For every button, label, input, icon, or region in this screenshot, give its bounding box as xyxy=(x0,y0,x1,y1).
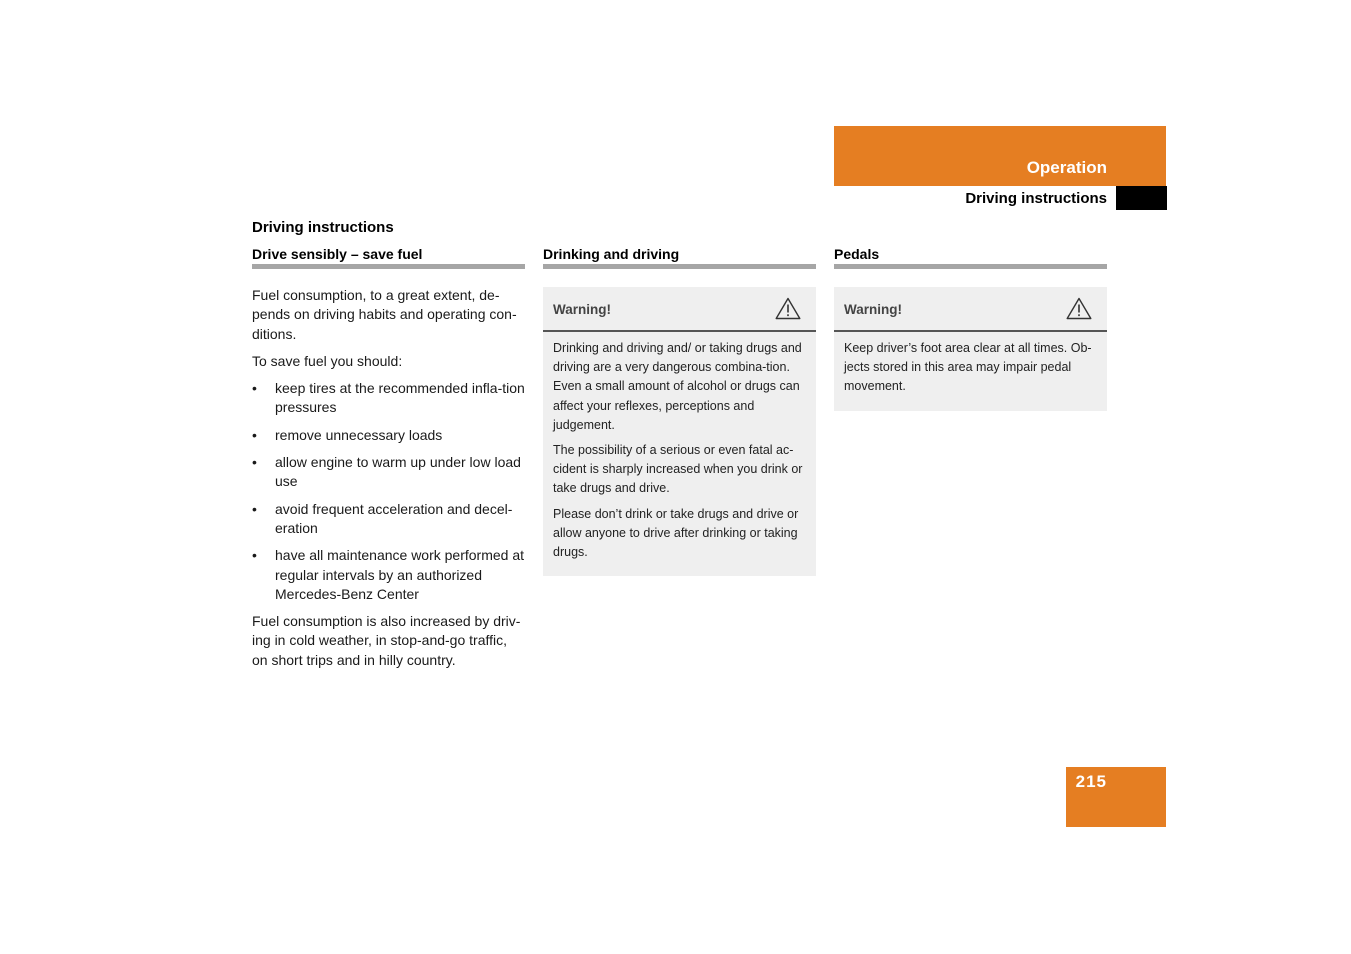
list-item-text: have all maintenance work performed at regular intervals by an authorized Mercedes-Benz Center xyxy=(275,547,525,602)
warning-body xyxy=(543,332,816,576)
column-drinking xyxy=(543,246,816,576)
page-number-box xyxy=(1066,767,1166,827)
warning-paragraph: The possibility of a serious or even fatal ac-cident is sharply increased when you drink or take drugs and drive. xyxy=(553,443,803,496)
list-item-text: allow engine to warm up under low load use xyxy=(275,454,521,490)
bullet-marker: • xyxy=(252,454,257,471)
warning-body xyxy=(834,332,1107,411)
warning-paragraph: Drinking and driving and/ or taking drugs and driving are a very dangerous combina-tion. Even a small amount of alcohol or drugs can affect your reflexes, perceptions and judgement. xyxy=(553,341,802,432)
paragraph: To save fuel you should: xyxy=(252,352,403,369)
list-item xyxy=(252,500,525,539)
list-item xyxy=(252,426,525,445)
list-item-text: avoid frequent acceleration and decel-eration xyxy=(275,500,513,536)
warning-triangle-icon xyxy=(1066,297,1092,320)
warning-header xyxy=(834,287,1107,332)
page-title: Driving instructions xyxy=(252,219,394,236)
bullet-list xyxy=(252,379,525,604)
column-title: Drinking and driving xyxy=(543,246,816,269)
column-fuel xyxy=(252,246,525,678)
bullet-marker: • xyxy=(252,500,257,517)
list-item-text: keep tires at the recommended infla-tion pressures xyxy=(275,380,525,416)
paragraph: Fuel consumption is also increased by driv-ing in cold weather, in stop-and-go traffic, on short trips and in hilly country. xyxy=(252,613,521,668)
header-section-box xyxy=(834,126,1166,186)
warning-header xyxy=(543,287,816,332)
subsection-title: Driving instructions xyxy=(965,190,1107,207)
bullet-marker: • xyxy=(252,380,257,397)
list-item xyxy=(252,546,525,604)
warning-paragraph: Please don’t drink or take drugs and drive or allow anyone to drive after drinking or taking drugs. xyxy=(553,506,799,560)
section-title: Operation xyxy=(1026,158,1107,177)
warning-triangle-icon xyxy=(775,297,801,320)
thumb-tab-marker xyxy=(1116,186,1167,210)
list-item xyxy=(252,379,525,418)
list-item-text: remove unnecessary loads xyxy=(275,426,443,443)
paragraph: Fuel consumption, to a great extent, de-pends on driving habits and operating con-ditions. xyxy=(252,287,517,342)
column-title: Pedals xyxy=(834,246,1107,269)
column-title: Drive sensibly – save fuel xyxy=(252,246,525,269)
column-pedals xyxy=(834,246,1107,411)
list-item xyxy=(252,453,525,492)
bullet-marker: • xyxy=(252,426,257,443)
page-number: 215 xyxy=(1075,772,1107,791)
bullet-marker: • xyxy=(252,547,257,564)
warning-label: Warning! xyxy=(553,302,611,317)
warning-box xyxy=(834,287,1107,411)
warning-paragraph: Keep driver’s foot area clear at all times. Ob-jects stored in this area may impair pedal movement. xyxy=(844,341,1092,394)
warning-box xyxy=(543,287,816,576)
warning-label: Warning! xyxy=(844,302,902,317)
